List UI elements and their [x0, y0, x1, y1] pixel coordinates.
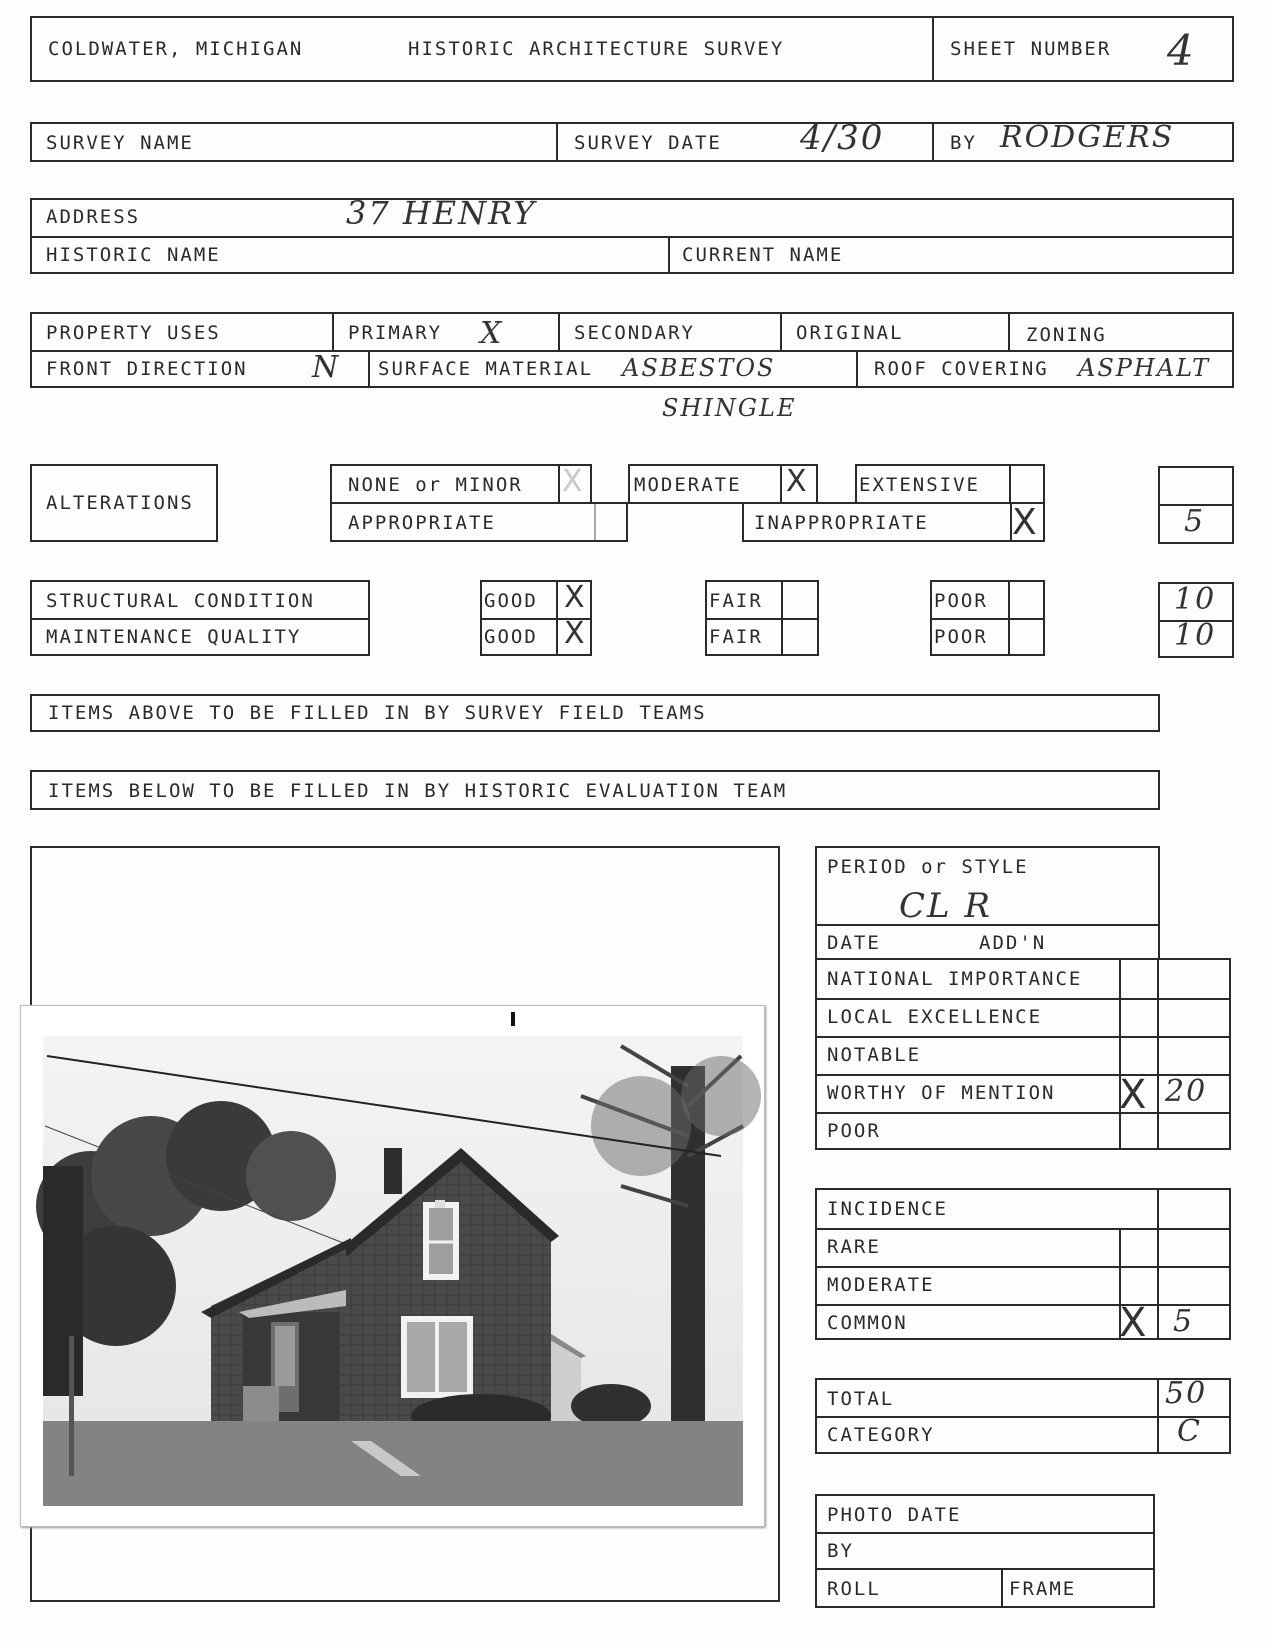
- good-label-2: GOOD: [484, 626, 538, 648]
- poor-rule: [932, 618, 1043, 620]
- header-divider: [932, 18, 934, 80]
- notable-label: NOTABLE: [827, 1044, 922, 1066]
- survey-divider-2: [932, 124, 934, 160]
- alterations-label: ALTERATIONS: [46, 492, 194, 514]
- appropriate-box: [330, 502, 628, 542]
- fair-label-1: FAIR: [709, 590, 763, 612]
- address-rule: [32, 236, 1232, 238]
- items-below-note: [30, 770, 1160, 810]
- address-block: [30, 194, 1234, 274]
- frame-label: FRAME: [1009, 1578, 1077, 1600]
- items-above-text: ITEMS ABOVE TO BE FILLED IN BY SURVEY FIELD TEAMS: [48, 702, 707, 724]
- original-label: ORIGINAL: [796, 322, 904, 344]
- city-label: COLDWATER, MICHIGAN: [48, 38, 304, 60]
- survey-date-value: 4/30: [800, 118, 885, 158]
- sheet-number-value: 4: [1167, 26, 1196, 75]
- local-excellence-label: LOCAL EXCELLENCE: [827, 1006, 1043, 1028]
- none-minor-label: NONE or MINOR: [348, 474, 523, 496]
- property-uses-label: PROPERTY USES: [46, 322, 221, 344]
- address-divider: [668, 236, 670, 272]
- date-label: DATE: [827, 932, 881, 954]
- survey-divider-1: [556, 124, 558, 160]
- importance-rule-2: [817, 1036, 1229, 1038]
- alterations-label-box: [30, 464, 218, 542]
- common-label: COMMON: [827, 1312, 908, 1334]
- poor-label-2: POOR: [934, 626, 988, 648]
- property-div-3: [780, 314, 782, 350]
- importance-col-1: [1119, 960, 1121, 1148]
- good-label-1: GOOD: [484, 590, 538, 612]
- totals-table: [815, 1378, 1231, 1454]
- primary-label: PRIMARY: [348, 322, 443, 344]
- fair-rule: [707, 618, 817, 620]
- alterations-score-box: [1158, 466, 1234, 544]
- total-label: TOTAL: [827, 1388, 895, 1410]
- property-rule: [32, 350, 1232, 352]
- surface-material-value-2: SHINGLE: [662, 394, 797, 422]
- front-direction-value: N: [312, 350, 341, 385]
- national-importance-label: NATIONAL IMPORTANCE: [827, 968, 1083, 990]
- property-block: [30, 312, 1234, 388]
- none-minor-check-div: [558, 466, 560, 502]
- date-value: ADD'N: [979, 932, 1047, 954]
- appropriate-label: APPROPRIATE: [348, 512, 496, 534]
- category-label: CATEGORY: [827, 1424, 935, 1446]
- survey-name-label: SURVEY NAME: [46, 132, 194, 154]
- period-style-value: CL R: [899, 886, 992, 926]
- total-value: 50: [1165, 1376, 1208, 1411]
- moderate-box: [628, 464, 818, 504]
- survey-row: [30, 118, 1234, 162]
- photo-date-label: PHOTO DATE: [827, 1504, 962, 1526]
- roof-covering-value: ASPHALT: [1078, 354, 1211, 382]
- survey-date-label: SURVEY DATE: [574, 132, 722, 154]
- incidence-rule-3: [817, 1304, 1229, 1306]
- fair-box: [705, 580, 819, 656]
- property-div-4: [1008, 314, 1010, 350]
- worthy-mention-label: WORTHY OF MENTION: [827, 1082, 1056, 1104]
- header-box: [30, 16, 1234, 82]
- incidence-table: [815, 1188, 1231, 1346]
- moderate-check-div: [780, 466, 782, 502]
- extensive-label: EXTENSIVE: [859, 474, 980, 496]
- photo-info-rule-2: [817, 1568, 1153, 1570]
- photo-by-label: BY: [827, 1540, 854, 1562]
- incidence-rule-2: [817, 1266, 1229, 1268]
- maintenance-good-mark: X: [564, 616, 585, 651]
- historic-name-label: HISTORIC NAME: [46, 244, 221, 266]
- incidence-label: INCIDENCE: [827, 1198, 948, 1220]
- extensive-box: [855, 464, 1045, 504]
- surface-material-value: ASBESTOS: [622, 354, 776, 382]
- common-score: 5: [1173, 1304, 1195, 1339]
- items-above-note: [30, 694, 1160, 732]
- address-label: ADDRESS: [46, 206, 141, 228]
- period-style-label: PERIOD or STYLE: [827, 856, 1029, 878]
- survey-title: HISTORIC ARCHITECTURE SURVEY: [408, 38, 785, 60]
- worthy-mention-mark: X: [1119, 1072, 1147, 1118]
- moderate-incidence-label: MODERATE: [827, 1274, 935, 1296]
- inappropriate-box: [742, 502, 1045, 542]
- moderate-mark: X: [786, 464, 807, 499]
- importance-table: [815, 958, 1231, 1150]
- current-name-label: CURRENT NAME: [682, 244, 844, 266]
- poor-box: [930, 580, 1045, 656]
- condition-rule: [32, 618, 368, 620]
- by-label: BY: [950, 132, 977, 154]
- rare-label: RARE: [827, 1236, 881, 1258]
- period-rule: [817, 924, 1158, 926]
- photo-info-col: [1001, 1568, 1003, 1606]
- property-div-2: [558, 314, 560, 350]
- property-div-5: [368, 350, 370, 386]
- front-direction-label: FRONT DIRECTION: [46, 358, 248, 380]
- incidence-rule-1: [817, 1228, 1229, 1230]
- zoning-label: ZONING: [1026, 324, 1107, 346]
- good-box: [480, 580, 592, 656]
- items-below-text: ITEMS BELOW TO BE FILLED IN BY HISTORIC EVALUATION TEAM: [48, 780, 788, 802]
- category-value: C: [1177, 1414, 1202, 1449]
- maintenance-quality-label: MAINTENANCE QUALITY: [46, 626, 302, 648]
- surface-material-label: SURFACE MATERIAL: [378, 358, 594, 380]
- importance-rule-1: [817, 998, 1229, 1000]
- poor-label-1: POOR: [934, 590, 988, 612]
- house-photograph: [20, 1005, 765, 1527]
- roll-label: ROLL: [827, 1578, 881, 1600]
- structural-condition-label: STRUCTURAL CONDITION: [46, 590, 315, 612]
- primary-mark: X: [480, 316, 504, 351]
- sheet-number-label: SHEET NUMBER: [950, 38, 1112, 60]
- moderate-label: MODERATE: [634, 474, 742, 496]
- house-photo-image: [21, 1006, 764, 1526]
- importance-col-2: [1157, 960, 1159, 1148]
- inappropriate-label: INAPPROPRIATE: [754, 512, 929, 534]
- extensive-check-div: [1009, 466, 1011, 502]
- none-minor-faint-mark: X: [562, 464, 583, 499]
- roof-covering-label: ROOF COVERING: [874, 358, 1049, 380]
- property-div-1: [332, 314, 334, 350]
- structural-good-mark: X: [564, 580, 585, 615]
- none-minor-box: [330, 464, 592, 504]
- condition-label-box: [30, 580, 370, 656]
- totals-rule: [817, 1416, 1229, 1418]
- photo-info-rule-1: [817, 1532, 1153, 1534]
- alterations-score: 5: [1184, 504, 1206, 539]
- importance-rule-4: [817, 1112, 1229, 1114]
- period-box: [815, 846, 1160, 960]
- incidence-col-2: [1157, 1190, 1159, 1338]
- appropriate-check-div: [594, 504, 596, 540]
- secondary-label: SECONDARY: [574, 322, 695, 344]
- condition-score-box: [1158, 582, 1234, 658]
- common-mark: X: [1119, 1300, 1147, 1346]
- structural-score: 10: [1174, 582, 1217, 617]
- address-value: 37 HENRY: [346, 194, 537, 232]
- maintenance-score: 10: [1174, 618, 1217, 653]
- by-value: RODGERS: [1000, 120, 1175, 155]
- property-div-6: [856, 350, 858, 386]
- inappropriate-mark: X: [1012, 502, 1037, 543]
- fair-label-2: FAIR: [709, 626, 763, 648]
- photo-info-table: [815, 1494, 1155, 1608]
- worthy-mention-score: 20: [1165, 1074, 1208, 1109]
- poor-eval-label: POOR: [827, 1120, 881, 1142]
